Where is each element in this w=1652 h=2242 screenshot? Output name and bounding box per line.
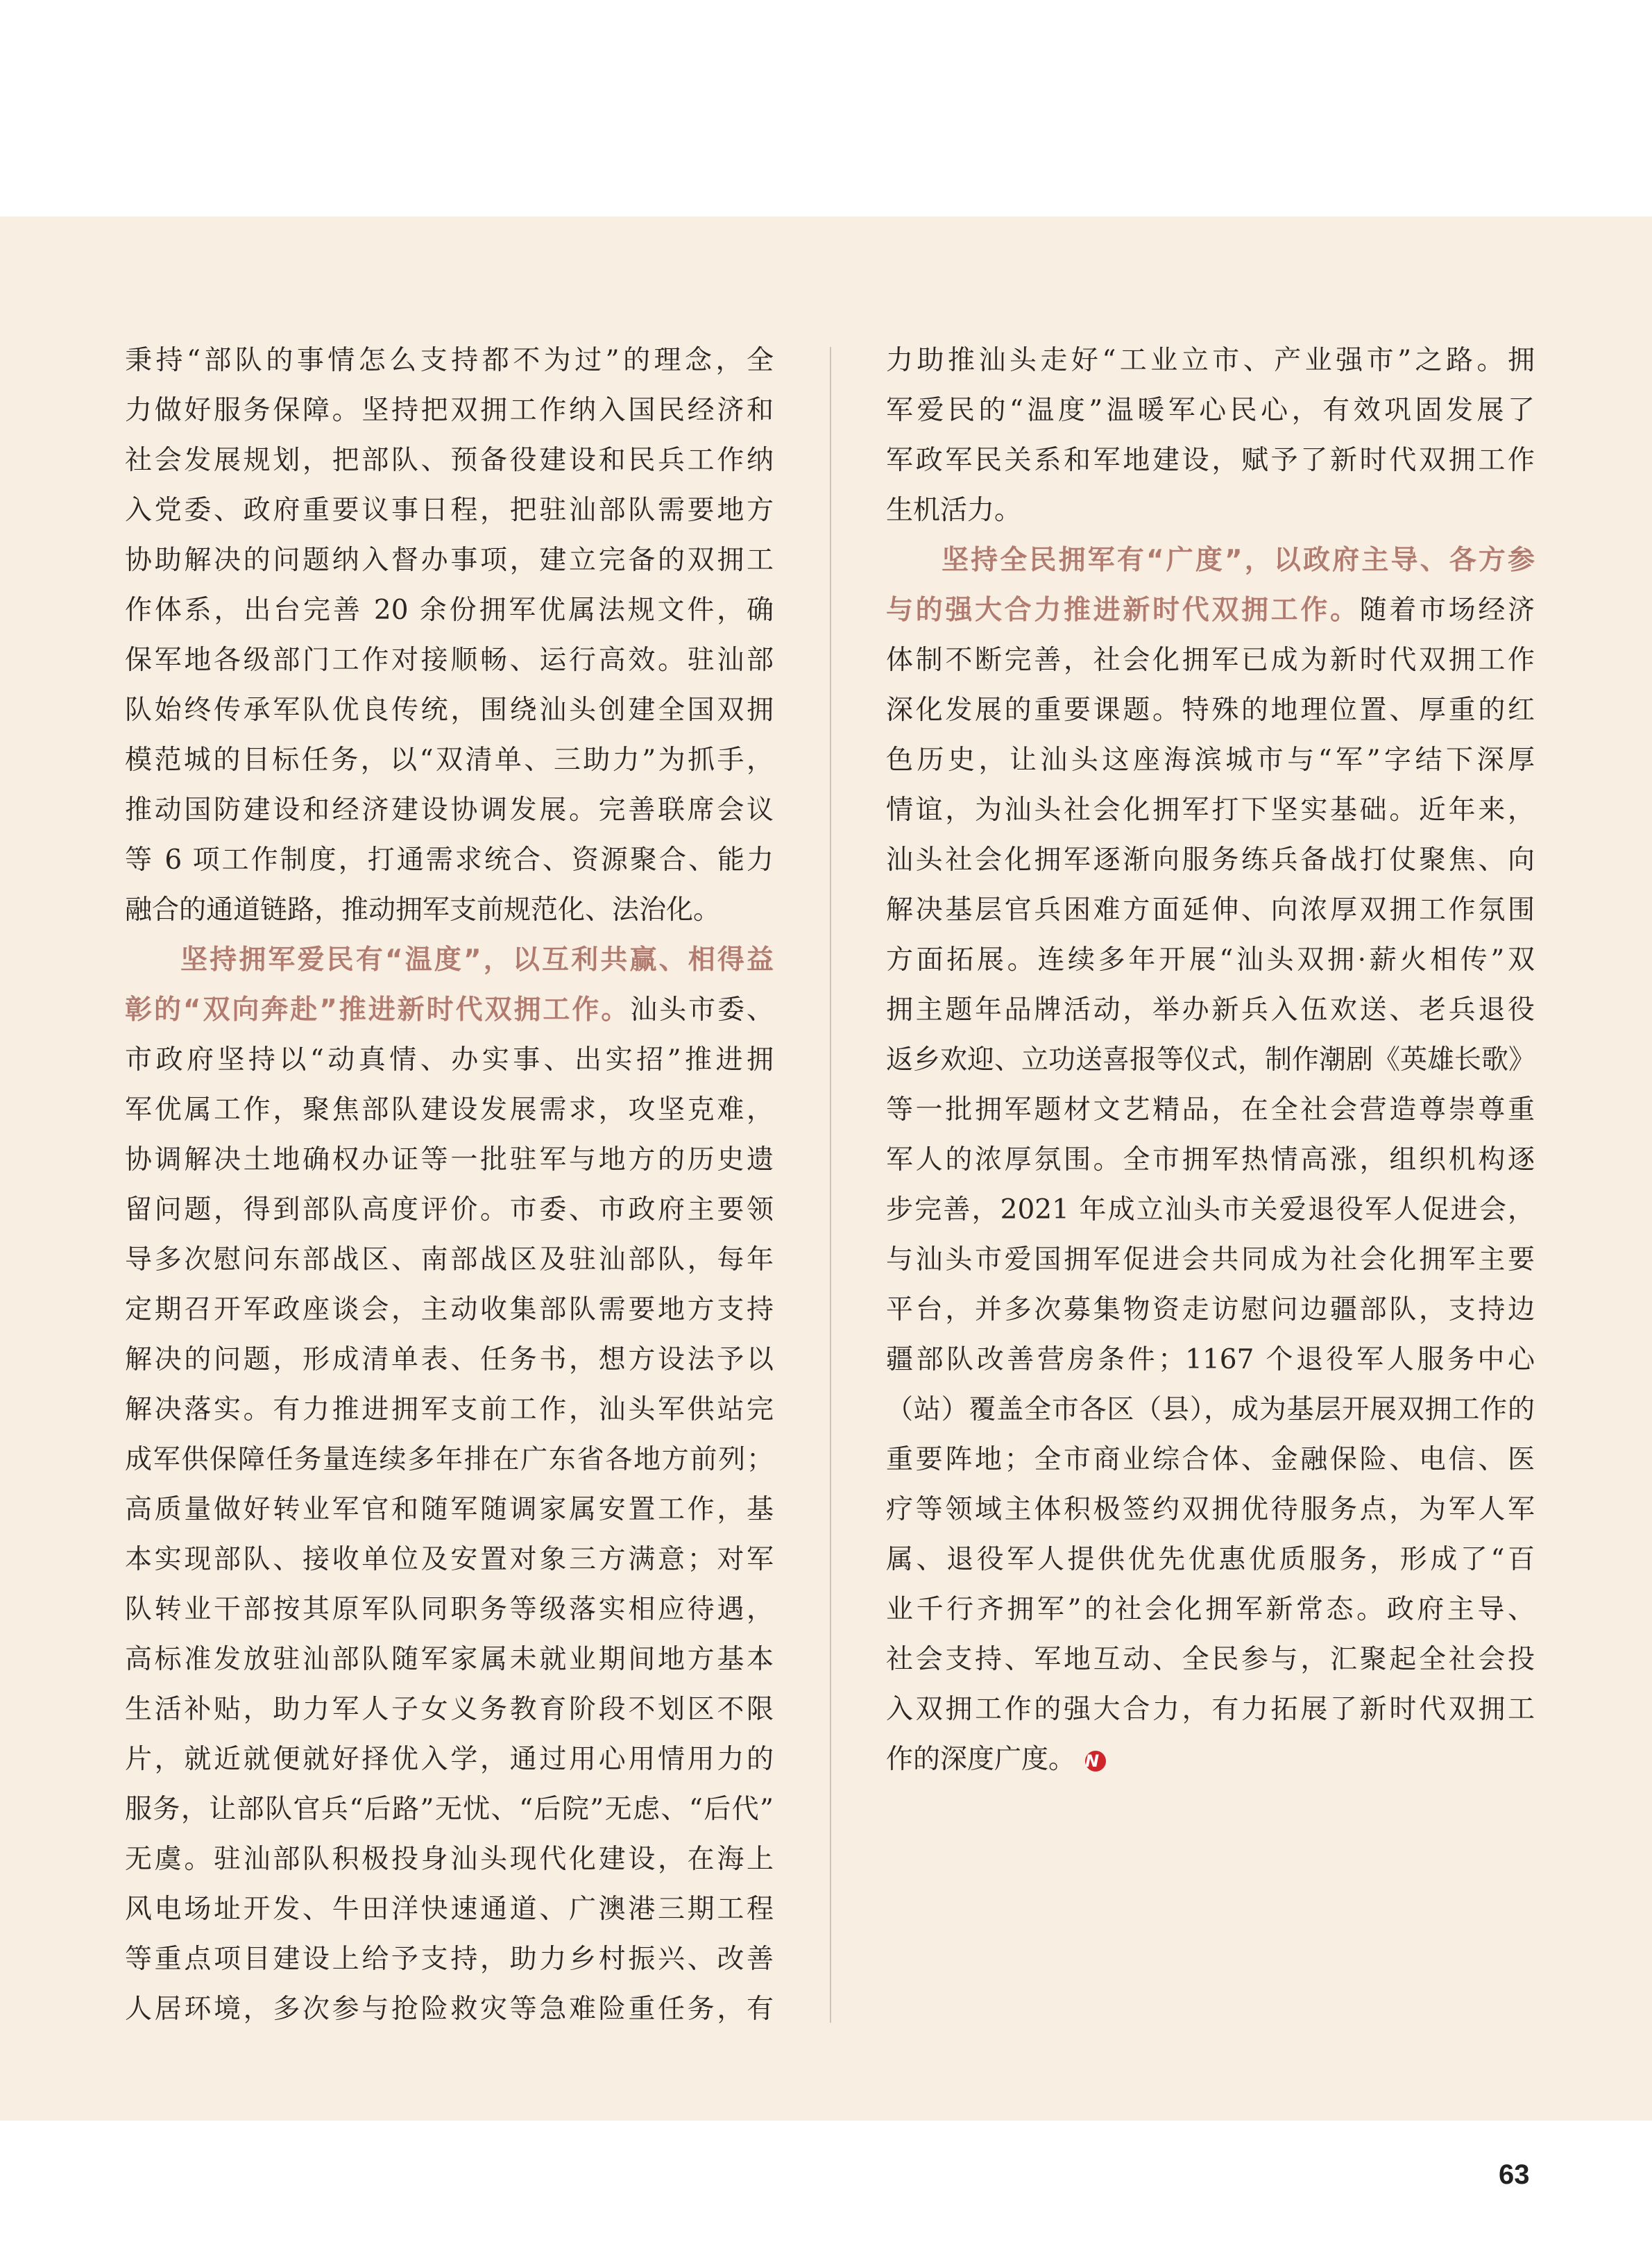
text-line xyxy=(125,935,774,985)
body-text: 等一批拥军题材文艺精品，在全社会营造尊崇尊重 xyxy=(886,1094,1535,1126)
body-text: 等 6 项工作制度，打通需求统合、资源聚合、能力 xyxy=(125,844,774,876)
body-text: 力做好服务保障。坚持把双拥工作纳入国民经济和 xyxy=(125,395,774,426)
text-line xyxy=(886,736,1535,785)
body-text: 留问题，得到部队高度评价。市委、市政府主要领 xyxy=(125,1194,774,1225)
text-line xyxy=(886,686,1535,736)
text-line xyxy=(125,736,774,785)
text-line xyxy=(886,1435,1535,1485)
text-line xyxy=(125,835,774,885)
body-text: 服务，让部队官兵“后路”无忧、“后院”无虑、“后代” xyxy=(125,1794,774,1825)
body-text: 业千行齐拥军”的社会化拥军新常态。政府主导、 xyxy=(886,1594,1535,1625)
body-text: 社会支持、军地互动、全民参与，汇聚起全社会投 xyxy=(886,1644,1535,1675)
body-text: 本实现部队、接收单位及安置对象三方满意；对军 xyxy=(125,1544,774,1575)
text-line xyxy=(886,1535,1535,1585)
text-line xyxy=(125,1335,774,1385)
body-text: 军人的浓厚氛围。全市拥军热情高涨，组织机构逐 xyxy=(886,1144,1535,1175)
body-text: 无虞。驻汕部队积极投身汕头现代化建设，在海上 xyxy=(125,1844,774,1875)
body-text: 人居环境，多次参与抢险救灾等急难险重任务，有 xyxy=(125,1994,774,2025)
body-text: 属、退役军人提供优先优惠优质服务，形成了“百 xyxy=(886,1544,1535,1575)
body-text: （站）覆盖全市各区（县），成为基层开展双拥工作的 xyxy=(886,1394,1535,1425)
text-line xyxy=(125,1485,774,1535)
text-line xyxy=(125,885,774,935)
column-divider xyxy=(830,347,831,2023)
body-text: 体制不断完善，社会化拥军已成为新时代双拥工作 xyxy=(886,645,1535,676)
text-line xyxy=(886,1185,1535,1235)
body-text: 力助推汕头走好“工业立市、产业强市”之路。拥 xyxy=(886,345,1535,376)
body-text: 导多次慰问东部战区、南部战区及驻汕部队，每年 xyxy=(125,1244,774,1275)
text-line xyxy=(886,1585,1535,1635)
text-line xyxy=(125,1585,774,1635)
text-line xyxy=(125,486,774,536)
body-text: 高质量做好转业军官和随军随调家属安置工作，基 xyxy=(125,1494,774,1525)
body-text: 解决的问题，形成清单表、任务书，想方设法予以 xyxy=(125,1344,774,1375)
text-line xyxy=(886,586,1535,636)
body-text: 协助解决的问题纳入督办事项，建立完备的双拥工 xyxy=(125,545,774,576)
section-heading: 与的强大合力推进新时代双拥工作。 xyxy=(886,595,1360,626)
text-line xyxy=(125,636,774,686)
body-text: 疗等领域主体积极签约双拥优待服务点，为军人军 xyxy=(886,1494,1535,1525)
text-line xyxy=(125,1735,774,1785)
body-text: 等重点项目建设上给予支持，助力乡村振兴、改善 xyxy=(125,1944,774,1975)
text-line xyxy=(125,1785,774,1835)
text-line xyxy=(886,1035,1535,1085)
body-text: 入双拥工作的强大合力，有力拓展了新时代双拥工 xyxy=(886,1694,1535,1725)
body-text: 平台，并多次募集物资走访慰问边疆部队，支持边 xyxy=(886,1294,1535,1325)
body-text: 社会发展规划，把部队、预备役建设和民兵工作纳 xyxy=(125,445,774,476)
text-line xyxy=(886,1085,1535,1135)
body-text: 军优属工作，聚焦部队建设发展需求，攻坚克难， xyxy=(125,1094,774,1126)
text-line xyxy=(886,636,1535,686)
text-line xyxy=(125,336,774,386)
body-text: 军政军民关系和军地建设，赋予了新时代双拥工作 xyxy=(886,445,1535,476)
text-line xyxy=(886,436,1535,486)
text-line xyxy=(125,1235,774,1285)
body-text: 解决基层官兵困难方面延伸、向浓厚双拥工作氛围 xyxy=(886,894,1535,926)
text-line xyxy=(125,386,774,436)
body-text: 重要阵地；全市商业综合体、金融保险、电信、医 xyxy=(886,1444,1535,1475)
text-line xyxy=(125,1635,774,1685)
body-text: 军爱民的“温度”温暖军心民心，有效巩固发展了 xyxy=(886,395,1535,426)
text-line xyxy=(125,1285,774,1335)
text-line xyxy=(886,486,1535,536)
text-line xyxy=(886,885,1535,935)
body-text: 返乡欢迎、立功送喜报等仪式，制作潮剧《英雄长歌》 xyxy=(886,1044,1536,1076)
body-text: 保军地各级部门工作对接顺畅、运行高效。驻汕部 xyxy=(125,645,774,676)
section-heading: 彰的“双向奔赴”推进新时代双拥工作。 xyxy=(125,994,631,1026)
body-text: 市政府坚持以“动真情、办实事、出实招”推进拥 xyxy=(125,1044,774,1076)
body-text: 方面拓展。连续多年开展“汕头双拥·薪火相传”双 xyxy=(886,944,1535,976)
body-text: 队转业干部按其原军队同职务等级落实相应待遇， xyxy=(125,1594,774,1625)
text-line xyxy=(125,1085,774,1135)
section-heading: 坚持全民拥军有“广度”，以政府主导、各方参 xyxy=(942,545,1535,576)
body-text: 融合的通道链路，推动拥军支前规范化、法治化。 xyxy=(125,894,721,926)
text-line xyxy=(125,785,774,835)
text-line xyxy=(886,1285,1535,1335)
body-text: 推动国防建设和经济建设协调发展。完善联席会议 xyxy=(125,795,774,826)
text-line xyxy=(886,785,1535,835)
text-line xyxy=(886,1335,1535,1385)
text-line xyxy=(886,1385,1535,1435)
section-heading: 坚持拥军爱民有“温度”，以互利共赢、相得益 xyxy=(180,944,774,976)
text-line xyxy=(125,586,774,636)
text-line xyxy=(125,536,774,586)
body-text: 模范城的目标任务，以“双清单、三助力”为抓手， xyxy=(125,745,774,776)
text-line xyxy=(886,1635,1535,1685)
text-line xyxy=(886,1135,1535,1185)
body-text: 协调解决土地确权办证等一批驻军与地方的历史遗 xyxy=(125,1144,774,1175)
text-line xyxy=(886,336,1535,386)
body-text: 步完善，2021 年成立汕头市关爱退役军人促进会， xyxy=(886,1194,1535,1225)
text-line xyxy=(125,1685,774,1735)
body-text: 拥主题年品牌活动，举办新兵入伍欢送、老兵退役 xyxy=(886,994,1535,1026)
body-text: 入党委、政府重要议事日程，把驻汕部队需要地方 xyxy=(125,495,774,526)
text-line xyxy=(886,386,1535,436)
article-column-left xyxy=(125,336,774,2035)
body-text: 成军供保障任务量连续多年排在广东省各地方前列； xyxy=(125,1444,774,1475)
body-text: 情谊，为汕头社会化拥军打下坚实基础。近年来， xyxy=(886,795,1535,826)
body-text: 高标准发放驻汕部队随军家属未就业期间地方基本 xyxy=(125,1644,774,1675)
body-text: 色历史，让汕头这座海滨城市与“军”字结下深厚 xyxy=(886,745,1535,776)
body-text: 汕头社会化拥军逐渐向服务练兵备战打仗聚焦、向 xyxy=(886,844,1535,876)
text-line xyxy=(125,1985,774,2035)
text-line xyxy=(886,1685,1535,1735)
body-text: 生机活力。 xyxy=(886,495,1022,526)
end-of-article-logo-icon: N xyxy=(1085,1751,1106,1772)
text-line xyxy=(886,1235,1535,1285)
body-text: 作体系，出台完善 20 余份拥军优属法规文件，确 xyxy=(125,595,774,626)
text-line xyxy=(886,985,1535,1035)
text-line xyxy=(125,1885,774,1935)
text-line xyxy=(886,835,1535,885)
body-text: 风电场址开发、牛田洋快速通道、广澳港三期工程 xyxy=(125,1894,774,1925)
text-line xyxy=(125,436,774,486)
page-number: 63 xyxy=(1499,2159,1530,2190)
text-line xyxy=(886,1735,1535,1785)
text-line xyxy=(125,1385,774,1435)
body-text: 汕头市委、 xyxy=(630,994,774,1026)
article-column-right xyxy=(886,336,1535,1785)
body-text: 深化发展的重要课题。特殊的地理位置、厚重的红 xyxy=(886,695,1535,726)
text-line xyxy=(125,686,774,736)
text-line xyxy=(125,1835,774,1885)
body-text: 作的深度广度。 xyxy=(886,1744,1076,1775)
text-line xyxy=(886,536,1535,586)
text-line xyxy=(125,1135,774,1185)
text-line xyxy=(125,1185,774,1235)
body-text: 片，就近就便就好择优入学，通过用心用情用力的 xyxy=(125,1744,774,1775)
text-line xyxy=(125,1035,774,1085)
body-text: 队始终传承军队优良传统，围绕汕头创建全国双拥 xyxy=(125,695,774,726)
text-line xyxy=(125,985,774,1035)
text-line xyxy=(886,1485,1535,1535)
body-text: 疆部队改善营房条件；1167 个退役军人服务中心 xyxy=(886,1344,1535,1375)
body-text: 随着市场经济 xyxy=(1359,595,1535,626)
body-text: 秉持“部队的事情怎么支持都不为过”的理念，全 xyxy=(125,345,774,376)
body-text: 定期召开军政座谈会，主动收集部队需要地方支持 xyxy=(125,1294,774,1325)
body-text: 与汕头市爱国拥军促进会共同成为社会化拥军主要 xyxy=(886,1244,1535,1275)
body-text: 生活补贴，助力军人子女义务教育阶段不划区不限 xyxy=(125,1694,774,1725)
text-line xyxy=(886,935,1535,985)
text-line xyxy=(125,1435,774,1485)
body-text: 解决落实。有力推进拥军支前工作，汕头军供站完 xyxy=(125,1394,774,1425)
text-line xyxy=(125,1935,774,1985)
text-line xyxy=(125,1535,774,1585)
